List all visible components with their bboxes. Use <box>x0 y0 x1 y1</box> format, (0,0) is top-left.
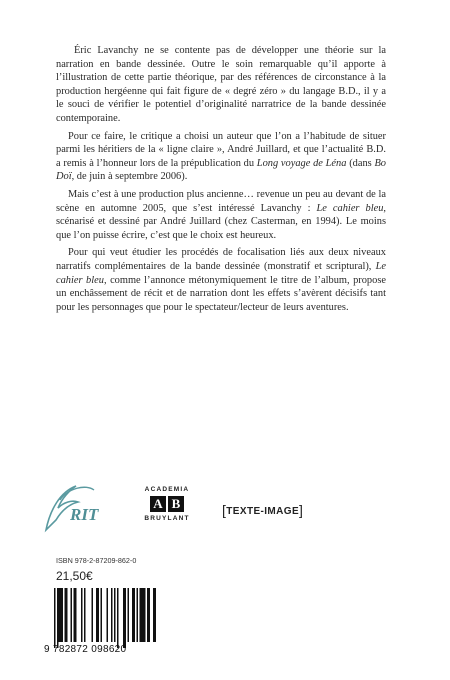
paragraph-4-text-b: , comme l’annonce métonymiquement le titre de l’album, propose un enchâssement de récit et de narration dont les effets s’avèrent décisifs tant pour les personnages que pour le spectateur/lecteur de leurs aventures. <box>56 274 386 313</box>
paragraph-1 <box>56 44 386 126</box>
title-bo-doi: Bo Doï <box>56 157 386 183</box>
paragraph-2-text-b: (dans <box>346 157 375 169</box>
barcode-bar <box>96 588 99 642</box>
barcode-bar <box>54 588 56 648</box>
isbn: ISBN 978-2-87209-862-0 <box>56 556 137 565</box>
barcode-bar <box>101 588 103 642</box>
barcode-bar <box>147 588 150 642</box>
paragraph-2-text-c: , de juin à septembre 2006). <box>71 171 188 183</box>
barcode-bar <box>92 588 94 642</box>
texte-image-logo <box>222 502 303 518</box>
frit-logo <box>40 480 112 536</box>
academia-bruylant-logo <box>136 486 198 522</box>
barcode-bar <box>114 588 116 642</box>
publisher-logos <box>40 480 340 540</box>
barcode-bar <box>107 588 109 642</box>
title-le-cahier-bleu: Le cahier bleu <box>316 202 384 214</box>
barcode-bar <box>57 588 59 648</box>
back-cover-text <box>56 44 386 318</box>
barcode-bar <box>153 588 156 642</box>
barcode-digits <box>44 644 156 655</box>
barcode-bar <box>65 588 68 642</box>
barcode-right-group: 098620 <box>91 644 127 655</box>
paragraph-1-text: Éric Lavanchy ne se contente pas de développer une théorie sur la narration en bande dessinée. Outre le soin remarquable qu’il apporte à l’illustration de cette partie théorique, par des références de circonstance à la production hergéenne qui fait figure de « degré zéro » du langage B.D., il y a le souci de vérifier le potentiel d’originalité narratrice de la bande dessinée contemporaine. <box>56 45 386 124</box>
right-bracket: ] <box>299 502 304 518</box>
barcode <box>44 586 154 664</box>
texte-image-label: TEXTE-IMAGE <box>226 506 300 517</box>
frit-lettering: RIT <box>70 505 99 524</box>
left-bracket: [ <box>222 502 227 518</box>
academia-box-b: B <box>168 496 184 512</box>
paragraph-4 <box>56 246 386 314</box>
paragraph-3-text-b: , scénarisé et dessiné par André Juillard (chez Casterman, en 1994). Le moins que l’on puisse écrire, c’est que le choix est heureux. <box>56 202 386 241</box>
title-long-voyage-de-lena: Long voyage de Léna <box>256 157 347 169</box>
barcode-bar <box>74 588 77 642</box>
barcode-bar <box>111 588 113 642</box>
barcode-bar <box>140 588 146 642</box>
paragraph-3 <box>56 188 386 242</box>
barcode-bar <box>117 588 119 648</box>
barcode-bar <box>123 588 126 648</box>
barcode-bar <box>128 588 130 642</box>
paragraph-4-text-a: Pour qui veut étudier les procédés de focalisation liés aux deux niveaux narratifs complémentaires de la bande dessinée (monstratif et scriptural), <box>56 247 386 272</box>
title-le-cahier-bleu-2: Le cahier bleu <box>56 260 386 286</box>
barcode-bar <box>132 588 135 642</box>
barcode-bars <box>44 586 156 648</box>
barcode-bar <box>81 588 83 642</box>
price: 21,50€ <box>56 569 93 583</box>
barcode-bar <box>137 588 139 642</box>
barcode-first-digit: 9 <box>44 644 50 655</box>
bruylant-label: BRUYLANT <box>144 515 190 522</box>
academia-box-a: A <box>150 496 166 512</box>
paragraph-3-text-a: Mais c’est à une production plus ancienne… revenue un peu au devant de la scène en automne 2005, que s’est intéressé Lavanchy : <box>56 188 386 214</box>
academia-label: ACADEMIA <box>144 486 190 493</box>
paragraph-2-text-a: Pour ce faire, le critique a choisi un auteur que l’on a l’habitude de situer parmi les héritiers de la « ligne claire », André Juillard, et que l’actualité B.D. a remis à l’honneur lors de la prépublication du <box>56 130 386 169</box>
barcode-left-group: 782872 <box>52 644 89 655</box>
barcode-bar <box>84 588 86 642</box>
barcode-bar <box>59 588 64 642</box>
barcode-bar <box>71 588 73 642</box>
paragraph-2 <box>56 130 386 184</box>
academia-boxes <box>136 496 198 512</box>
